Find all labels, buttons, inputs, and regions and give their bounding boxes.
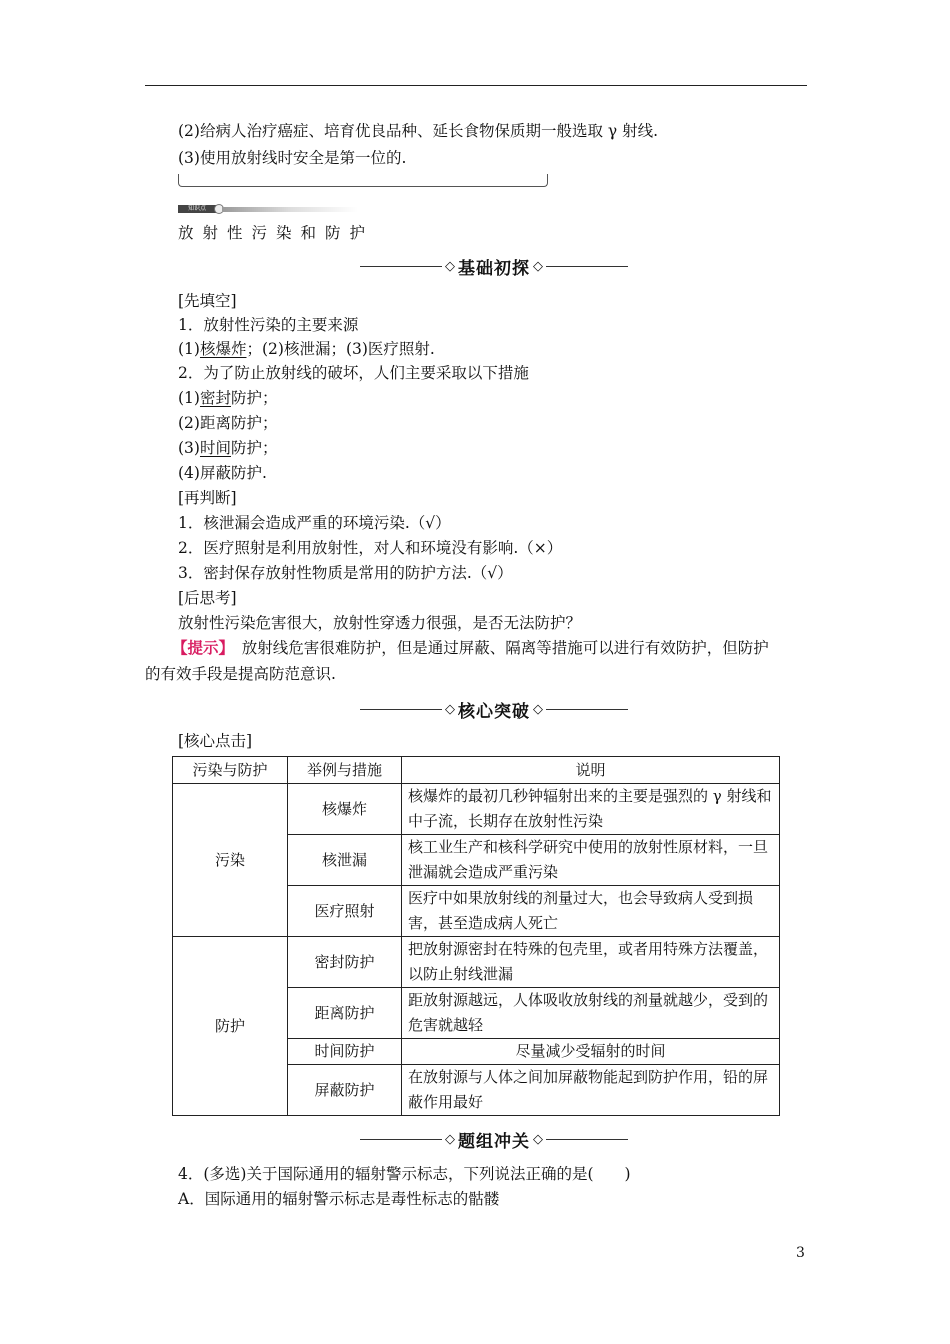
banner-basics	[360, 254, 628, 278]
desc-cell: 在放射源与人体之间加屏蔽物能起到防护作用，铅的屏蔽作用最好	[402, 1065, 780, 1116]
hint-text: 放射线危害很难防护，但是通过屏蔽、隔离等措施可以进行有效防护，但防护	[226, 639, 769, 657]
fill-q2-item-3	[178, 437, 278, 459]
question-4-stem: 4．(多选)关于国际通用的辐射警示标志，下列说法正确的是( )	[178, 1165, 631, 1183]
tag-gradient-bar	[222, 207, 358, 212]
column-header: 污染与防护	[173, 757, 288, 784]
item-cell: 密封防护	[288, 937, 402, 988]
section-title: 放射性污染和防护	[178, 224, 375, 242]
judge-item-1: 1．核泄漏会造成严重的环境污染.（√）	[178, 514, 451, 532]
banner-rule-right	[546, 266, 628, 267]
desc-cell: 距放射源越远，人体吸收放射线的剂量就越少，受到的危害就越轻	[402, 988, 780, 1039]
fill-q1-answer	[178, 338, 435, 360]
fill-q2: 2．为了防止放射线的破坏，人们主要采取以下措施	[178, 364, 529, 382]
diamond-icon: ◇	[533, 1131, 543, 1147]
group-cell: 防护	[173, 937, 288, 1116]
text: (1)	[178, 340, 200, 358]
banner-rule-left	[360, 1139, 442, 1140]
desc-cell: 核工业生产和核科学研究中使用的放射性原材料，一旦泄漏就会造成严重污染	[402, 835, 780, 886]
diamond-icon: ◇	[533, 701, 543, 717]
item-cell: 距离防护	[288, 988, 402, 1039]
intro-line-2: (2)给病人治疗癌症、培育优良品种、延长食物保质期一般选取 γ 射线.	[178, 122, 659, 140]
diamond-icon: ◇	[445, 701, 455, 717]
bracket-divider	[178, 174, 548, 187]
fill-q2-item-2: (2)距离防护；	[178, 414, 278, 432]
column-header: 说明	[402, 757, 780, 784]
core-table	[172, 756, 780, 1116]
text: 防护；	[230, 439, 278, 457]
diamond-icon: ◇	[445, 258, 455, 274]
judge-header: [再判断]	[178, 489, 237, 507]
banner-exercises	[360, 1127, 628, 1151]
text: 防护；	[230, 389, 278, 407]
item-cell: 屏蔽防护	[288, 1065, 402, 1116]
hint-line-2: 的有效手段是提高防范意识.	[145, 665, 336, 683]
answer-blank: 时间	[199, 439, 231, 457]
answer-blank: 核爆炸	[199, 340, 247, 358]
knowledge-point-tag	[178, 204, 358, 214]
desc-cell: 医疗中如果放射线的剂量过大，也会导致病人受到损害，甚至造成病人死亡	[402, 886, 780, 937]
table-row	[173, 784, 780, 835]
hint-label: 【提示】	[172, 638, 227, 657]
text: ；(2)核泄漏；(3)医疗照射.	[246, 340, 435, 358]
banner-rule-left	[360, 266, 442, 267]
hint-line-1	[172, 637, 769, 659]
item-cell: 医疗照射	[288, 886, 402, 937]
banner-core	[360, 697, 628, 721]
fill-q2-item-1	[178, 387, 278, 409]
answer-blank: 密封	[199, 389, 231, 407]
banner-title: 基础初探	[458, 258, 530, 279]
intro-line-3: (3)使用放射线时安全是第一位的.	[178, 149, 407, 167]
banner-rule-left	[360, 709, 442, 710]
banner-title: 题组冲关	[458, 1131, 530, 1152]
banner-rule-right	[546, 709, 628, 710]
knowledge-point-tag-label: 知识点	[178, 205, 216, 213]
question-4-option-a: A．国际通用的辐射警示标志是毒性标志的骷髅	[178, 1190, 500, 1208]
core-header: [核心点击]	[178, 732, 253, 750]
diamond-icon: ◇	[533, 258, 543, 274]
judge-item-2: 2．医疗照射是利用放射性，对人和环境没有影响.（×）	[178, 539, 563, 557]
think-question: 放射性污染危害很大，放射性穿透力很强，是否无法防护？	[178, 614, 582, 632]
banner-title: 核心突破	[458, 701, 530, 722]
page-number: 3	[796, 1245, 805, 1261]
think-header: [后思考]	[178, 589, 237, 607]
item-cell: 核爆炸	[288, 784, 402, 835]
diamond-icon: ◇	[445, 1131, 455, 1147]
text: (1)	[178, 389, 200, 407]
fill-q2-item-4: (4)屏蔽防护.	[178, 464, 267, 482]
table-row	[173, 937, 780, 988]
item-cell: 时间防护	[288, 1039, 402, 1065]
group-cell: 污染	[173, 784, 288, 937]
judge-item-3: 3．密封保存放射性物质是常用的防护方法.（√）	[178, 564, 513, 582]
table-header-row	[173, 757, 780, 784]
fill-q1: 1．放射性污染的主要来源	[178, 316, 359, 334]
header-rule	[145, 85, 807, 86]
desc-cell: 把放射源密封在特殊的包壳里，或者用特殊方法覆盖，以防止射线泄漏	[402, 937, 780, 988]
item-cell: 核泄漏	[288, 835, 402, 886]
text: (3)	[178, 439, 200, 457]
banner-rule-right	[546, 1139, 628, 1140]
desc-cell: 尽量减少受辐射的时间	[402, 1039, 780, 1065]
desc-cell: 核爆炸的最初几秒钟辐射出来的主要是强烈的 γ 射线和中子流，长期存在放射性污染	[402, 784, 780, 835]
column-header: 举例与措施	[288, 757, 402, 784]
fill-header: [先填空]	[178, 292, 237, 310]
